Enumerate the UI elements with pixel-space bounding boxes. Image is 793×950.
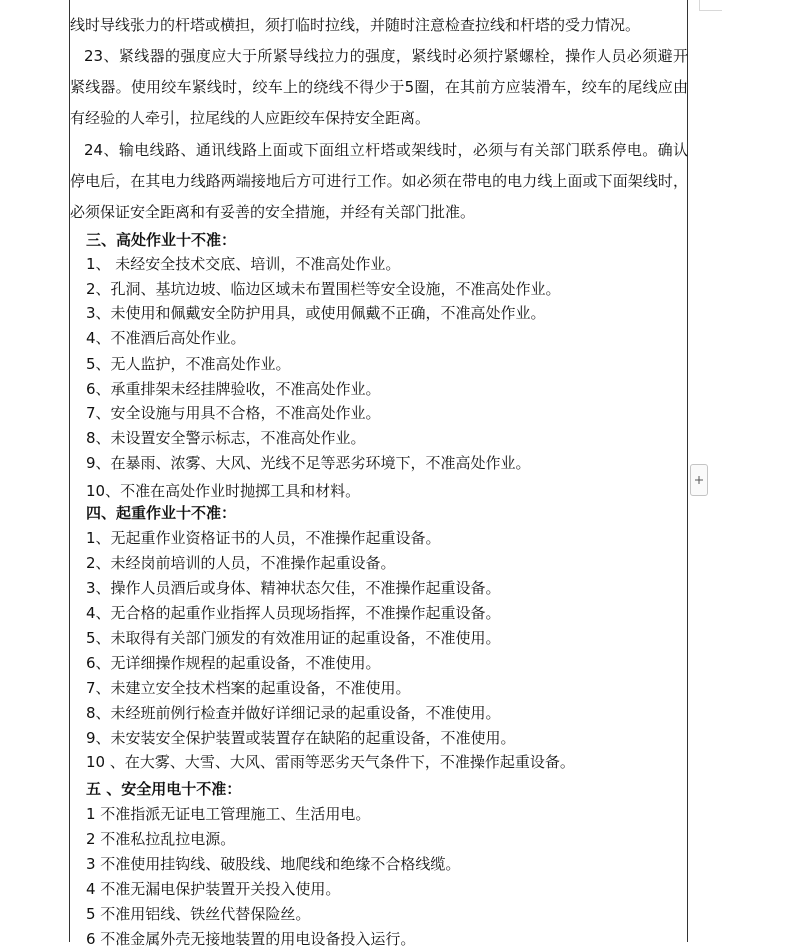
section-heading: 三、高处作业十不准：: [86, 231, 237, 249]
list-item: 5、未取得有关部门颁发的有效准用证的起重设备，不准使用。: [86, 629, 501, 647]
list-item: 9、未安装安全保护装置或装置存在缺陷的起重设备，不准使用。: [86, 729, 516, 747]
list-item: 1、无起重作业资格证书的人员，不准操作起重设备。: [86, 529, 441, 547]
paragraph: 线时导线张力的杆塔或横担，须打临时拉线，并随时注意检查拉线和杆塔的受力情况。: [70, 16, 641, 34]
page-corner-mark: [699, 0, 722, 11]
list-item: 2、未经岗前培训的人员，不准操作起重设备。: [86, 554, 396, 572]
list-item: 10、不准在高处作业时抛掷工具和材料。: [86, 482, 361, 500]
list-item: 4、不准酒后高处作业。: [86, 329, 246, 347]
list-item: 3、未使用和佩戴安全防护用具，或使用佩戴不正确，不准高处作业。: [86, 304, 546, 322]
paragraph: 24、输电线路、通讯线路上面或下面组立杆塔或架线时，必须与有关部门联系停电。确认停电后，在其电力线路两端接地后方可进行工作。如必须在带电的电力线上面或下面架线时，必须保证安全距离和有妥善的安全措施，并经有关部门批准。: [70, 141, 688, 221]
list-item: 5 不准用铝线、铁丝代替保险丝。: [86, 905, 311, 923]
list-item: 6、承重排架未经挂牌验收，不准高处作业。: [86, 380, 381, 398]
list-item: 6 不准金属外壳无接地装置的用电设备投入运行。: [86, 930, 416, 948]
list-item: 8、未经班前例行检查并做好详细记录的起重设备，不准使用。: [86, 704, 501, 722]
paragraph: 23、紧线器的强度应大于所紧导线拉力的强度，紧线时必须拧紧螺栓，操作人员必须避开紧线器。使用绞车紧线时，绞车上的绕线不得少于5圈，在其前方应装滑车，绞车的尾线应由有经验的人牵引，拉尾线的人应距绞车保持安全距离。: [70, 47, 688, 127]
list-item: 3 不准使用挂钩线、破股线、地爬线和绝缘不合格线缆。: [86, 855, 461, 873]
section-heading: 五 、安全用电十不准：: [86, 780, 242, 798]
list-item: 1 不准指派无证电工管理施工、生活用电。: [86, 805, 371, 823]
document-body: [70, 0, 688, 948]
plus-icon: [694, 475, 704, 485]
list-item: 4、无合格的起重作业指挥人员现场指挥，不准操作起重设备。: [86, 604, 501, 622]
list-item: 2 不准私拉乱拉电源。: [86, 830, 236, 848]
list-item: 6、无详细操作规程的起重设备，不准使用。: [86, 654, 381, 672]
list-item: 8、未设置安全警示标志，不准高处作业。: [86, 429, 366, 447]
list-item: 5、无人监护，不准高处作业。: [86, 355, 291, 373]
list-item: 10 、在大雾、大雪、大风、雷雨等恶劣天气条件下，不准操作起重设备。: [86, 753, 575, 771]
section-heading: 四、起重作业十不准：: [86, 504, 237, 522]
add-row-button[interactable]: [690, 464, 708, 496]
list-item: 1、 未经安全技术交底、培训，不准高处作业。: [86, 255, 401, 273]
list-item: 4 不准无漏电保护装置开关投入使用。: [86, 880, 341, 898]
list-item: 2、孔洞、基坑边坡、临边区域未布置围栏等安全设施，不准高处作业。: [86, 280, 561, 298]
list-item: 9、在暴雨、浓雾、大风、光线不足等恶劣环境下，不准高处作业。: [86, 454, 531, 472]
list-item: 3、操作人员酒后或身体、精神状态欠佳，不准操作起重设备。: [86, 579, 501, 597]
list-item: 7、未建立安全技术档案的起重设备，不准使用。: [86, 679, 411, 697]
list-item: 7、安全设施与用具不合格，不准高处作业。: [86, 404, 381, 422]
